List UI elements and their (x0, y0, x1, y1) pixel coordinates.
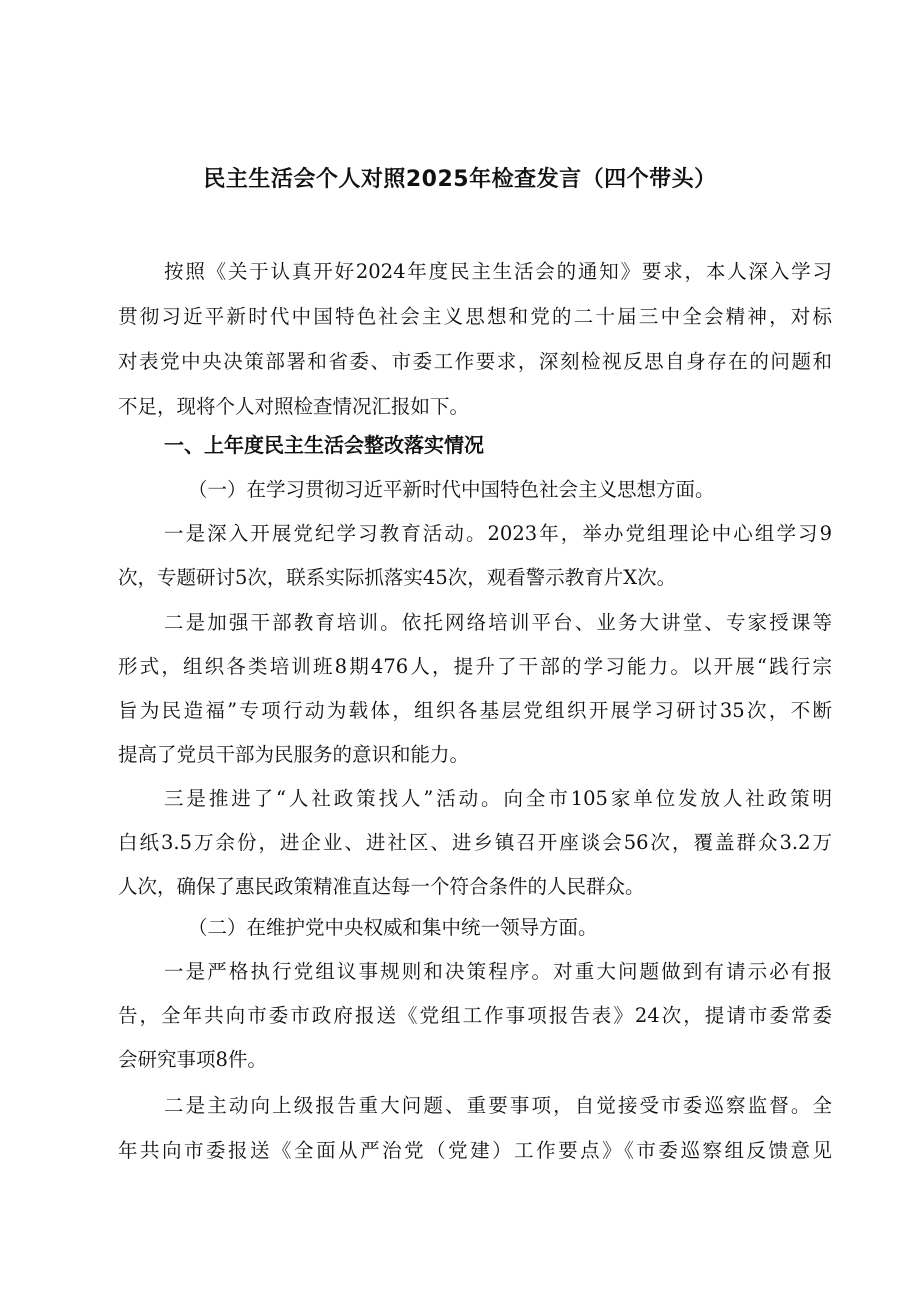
subsection-heading: （一）在学习贯彻习近平新时代中国特色社会主义思想方面。 (188, 478, 715, 501)
paragraph-line: 年共向市委报送《全面从严治党（党建）工作要点》《市委巡察组反馈意见 (118, 1139, 832, 1162)
paragraph-line: 三是推进了“人社政策找人”活动。向全市105家单位发放人社政策明 (164, 787, 832, 810)
paragraph-line: 一是严格执行党组议事规则和决策程序。对重大问题做到有请示必有报 (164, 960, 832, 983)
paragraph-line: 白纸3.5万余份，进企业、进社区、进乡镇召开座谈会56次，覆盖群众3.2万 (118, 831, 832, 854)
paragraph-line: 告，全年共向市委市政府报送《党组工作事项报告表》24次，提请市委常委 (118, 1004, 832, 1027)
paragraph-line: 次，专题研讨5次，联系实际抓落实45次，观看警示教育片X次。 (118, 566, 677, 589)
paragraph-line: 二是加强干部教育培训。依托网络培训平台、业务大讲堂、专家授课等 (164, 611, 832, 634)
paragraph-line: 二是主动向上级报告重大问题、重要事项，自觉接受市委巡察监督。全 (164, 1094, 832, 1117)
intro-line: 贯彻习近平新时代中国特色社会主义思想和党的二十届三中全会精神，对标 (118, 305, 832, 328)
subsection-heading: （二）在维护党中央权威和集中统一领导方面。 (188, 916, 598, 939)
section-heading: 一、上年度民主生活会整改落实情况 (164, 433, 484, 457)
paragraph-line: 人次，确保了惠民政策精准直达每一个符合条件的人民群众。 (118, 875, 645, 898)
intro-line: 对表党中央决策部署和省委、市委工作要求，深刻检视反思自身存在的问题和 (118, 350, 832, 373)
paragraph-line: 形式，组织各类培训班8期476人，提升了干部的学习能力。以开展“践行宗 (118, 655, 832, 678)
paragraph-line: 一是深入开展党纪学习教育活动。2023年，举办党组理论中心组学习9 (164, 522, 832, 545)
document-title: 民主生活会个人对照2025年检查发言（四个带头） (203, 167, 717, 192)
paragraph-line: 提高了党员干部为民服务的意识和能力。 (118, 743, 470, 766)
intro-line: 不足，现将个人对照检查情况汇报如下。 (118, 395, 470, 418)
intro-line: 按照《关于认真开好2024年度民主生活会的通知》要求，本人深入学习 (164, 260, 832, 283)
paragraph-line: 旨为民造福”专项行动为载体，组织各基层党组织开展学习研讨35次，不断 (118, 699, 832, 722)
paragraph-line: 会研究事项8件。 (118, 1048, 267, 1071)
